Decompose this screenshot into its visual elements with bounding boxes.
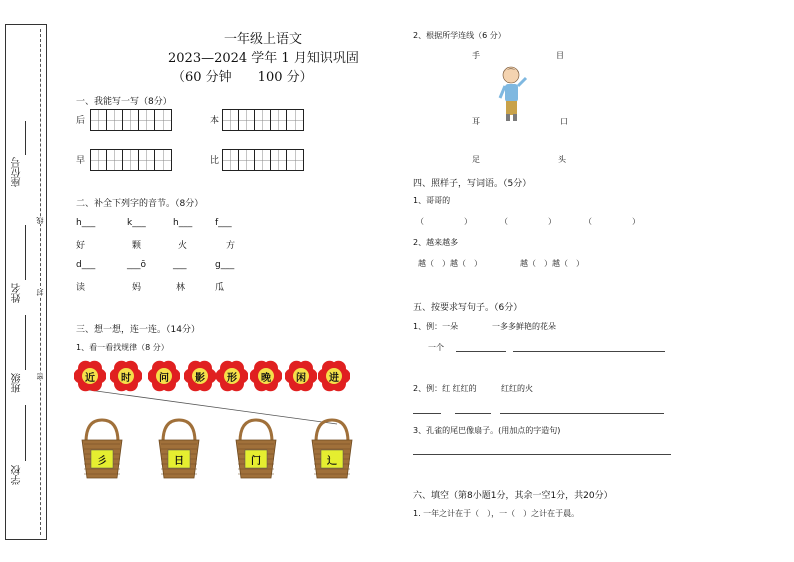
- section3-title: 三、想一想，连一连。（14分）: [76, 325, 200, 335]
- name-label: 姓名: [12, 283, 23, 303]
- flower-card[interactable]: [285, 360, 317, 392]
- basket-char: 辶: [327, 456, 337, 467]
- basket-char: 门: [251, 456, 261, 467]
- basket-card[interactable]: [157, 418, 201, 480]
- body-word[interactable]: 目: [556, 51, 564, 60]
- cut-mark: 密: [36, 373, 44, 380]
- basket-icon: [80, 418, 124, 480]
- flower-char: 影: [195, 373, 205, 384]
- char: 瓜: [215, 283, 225, 293]
- char: 方: [226, 241, 236, 251]
- flower-char: 晚: [261, 373, 271, 384]
- answer-line[interactable]: [456, 351, 506, 352]
- char: 读: [76, 283, 86, 293]
- basket-char: 日: [174, 456, 184, 467]
- grid-char: 后: [76, 116, 86, 126]
- grid-char: 比: [210, 156, 220, 166]
- q5-1-example: 1、例：一朵: [413, 322, 459, 331]
- answer-line[interactable]: [413, 413, 441, 414]
- basket-card[interactable]: [80, 418, 124, 480]
- q5-1-prompt: 一个: [428, 343, 444, 352]
- cut-mark: 线: [36, 217, 44, 224]
- basket-card[interactable]: [234, 418, 278, 480]
- answer-line[interactable]: [513, 351, 665, 352]
- syllable-blank[interactable]: f___: [215, 218, 232, 228]
- flower-card[interactable]: [74, 360, 106, 392]
- section1-title: 一、我能写一写（8分）: [76, 97, 172, 107]
- flower-card[interactable]: [250, 360, 282, 392]
- flower-card[interactable]: [216, 360, 248, 392]
- q4-1: 1、哥哥的: [413, 196, 451, 205]
- answer-paren[interactable]: （ ）: [416, 217, 472, 226]
- yue-blank[interactable]: 越（ ）越（ ）: [418, 259, 482, 268]
- section4-title: 四、照样子，写词语。（5分）: [413, 179, 532, 189]
- basket-char: 彡: [97, 456, 107, 467]
- answer-line[interactable]: [455, 413, 491, 414]
- q5-3: 3、孔雀的尾巴像扇子。(用加点的字造句): [413, 426, 561, 435]
- q2-title: 2、根据所学连线（6 分）: [413, 31, 506, 40]
- grid-char: 本: [210, 116, 220, 126]
- page-title: 一年级上语文: [224, 32, 303, 47]
- class-label: 班级: [12, 373, 23, 393]
- answer-line[interactable]: [500, 413, 664, 414]
- body-word[interactable]: 头: [558, 155, 566, 164]
- section2-title: 二、补全下列字的音节。（8分）: [76, 199, 204, 209]
- section3-sub1: 1、看一看找规律（8 分）: [76, 343, 169, 352]
- seat-label: 座位号: [12, 157, 23, 187]
- basket-icon: [234, 418, 278, 480]
- char: 妈: [132, 283, 142, 293]
- syllable-blank[interactable]: ___ō: [127, 260, 147, 270]
- body-word[interactable]: 足: [472, 155, 480, 164]
- school-label: 学校: [12, 465, 23, 485]
- char: 林: [176, 283, 186, 293]
- q4-2: 2、越来越多: [413, 238, 459, 247]
- body-word[interactable]: 手: [472, 51, 480, 60]
- char: 好: [76, 241, 86, 251]
- q5-1-example-answer: 一多多鲜艳的花朵: [492, 322, 556, 331]
- syllable-blank[interactable]: k___: [127, 218, 146, 228]
- syllable-blank[interactable]: h___: [76, 218, 96, 228]
- syllable-blank[interactable]: h___: [173, 218, 193, 228]
- body-word[interactable]: 口: [560, 117, 568, 126]
- flower-char: 问: [159, 373, 169, 384]
- syllable-blank[interactable]: ___: [173, 260, 187, 270]
- time-score: （60 分钟 100 分）: [172, 70, 313, 85]
- flower-card[interactable]: [148, 360, 180, 392]
- basket-card[interactable]: [310, 418, 354, 480]
- flower-card[interactable]: [184, 360, 216, 392]
- syllable-blank[interactable]: d___: [76, 260, 96, 270]
- section5-title: 五、按要求写句子。（6分）: [413, 303, 523, 313]
- q5-2-example: 2、例：红 红红的: [413, 384, 477, 393]
- flower-char: 进: [329, 373, 339, 384]
- body-word[interactable]: 耳: [472, 117, 480, 126]
- flower-card[interactable]: [318, 360, 350, 392]
- flower-char: 时: [121, 373, 131, 384]
- answer-paren[interactable]: （ ）: [584, 217, 640, 226]
- flower-char: 形: [227, 373, 237, 384]
- basket-icon: [157, 418, 201, 480]
- char: 颗: [132, 241, 142, 251]
- answer-line[interactable]: [413, 454, 671, 455]
- basket-icon: [310, 418, 354, 480]
- q6-1: 1. 一年之计在于（ ），一（ ）之计在于晨。: [413, 509, 580, 518]
- section6-title: 六、填空（第8小题1分，其余一空1分，共20分）: [413, 491, 613, 501]
- cut-mark: 封: [36, 289, 44, 296]
- answer-paren[interactable]: （ ）: [500, 217, 556, 226]
- yue-blank[interactable]: 越（ ）越（ ）: [520, 259, 584, 268]
- boy-illustration: [496, 64, 530, 126]
- flower-char: 闲: [296, 373, 306, 384]
- flower-char: 近: [85, 373, 95, 384]
- flower-card[interactable]: [110, 360, 142, 392]
- q5-2-example-answer: 红红的火: [501, 384, 533, 393]
- page-subtitle: 2023—2024 学年 1 月知识巩固: [168, 51, 359, 66]
- char: 火: [178, 241, 188, 251]
- grid-char: 早: [76, 156, 86, 166]
- syllable-blank[interactable]: g___: [215, 260, 235, 270]
